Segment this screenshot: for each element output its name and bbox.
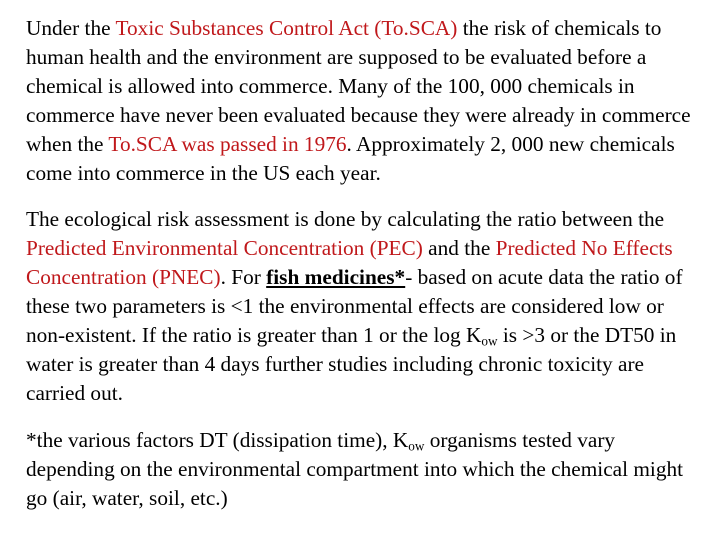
emphasis-fish-medicines: fish medicines* (266, 265, 406, 289)
text-run: the risk of chemicals to human health and the environment are supposed to be evaluated before a chemical is allowed into commerce. Many of the 100, 000 chemicals in commerce have never been evaluated because they were already in commerce when the (26, 16, 691, 156)
highlight-toxic-substances-control-act: Toxic Substances Control Act (To.SCA) (115, 16, 458, 40)
slide-content (26, 14, 710, 513)
paragraph-toxic-substances-act (26, 14, 708, 188)
text-run: *the various factors DT (dissipation time), K (26, 428, 409, 452)
text-run: is >3 or the DT50 in water is greater than 4 days further studies including chronic toxicity are carried out. (26, 323, 677, 405)
highlight-pnec: Predicted No Effects Concentration (PNEC) (26, 236, 673, 289)
highlight-pec: Predicted Environmental Concentration (PEC) (26, 236, 423, 260)
subscript-ow: ow (408, 438, 425, 454)
paragraph-ecological-risk-assessment (26, 205, 708, 408)
highlight-tosca-1976: To.SCA was passed in 1976 (108, 132, 347, 156)
paragraph-footnote (26, 426, 706, 513)
text-run: Under the (26, 16, 116, 40)
text-run: . For (220, 265, 267, 289)
text-run: . Approximately 2, 000 new chemicals come into commerce in the US each year. (26, 132, 675, 185)
text-run: and the (422, 236, 496, 260)
text-run: organisms tested vary depending on the environmental compartment into which the chemical might go (air, water, soil, etc.) (26, 428, 684, 510)
subscript-ow: ow (481, 333, 498, 349)
text-run: The ecological risk assessment is done by calculating the ratio between the (26, 207, 665, 231)
text-run: - based on acute data the ratio of these two parameters is <1 the environmental effects are considered low or non-existent. If the ratio is greater than 1 or the log K (26, 265, 683, 347)
